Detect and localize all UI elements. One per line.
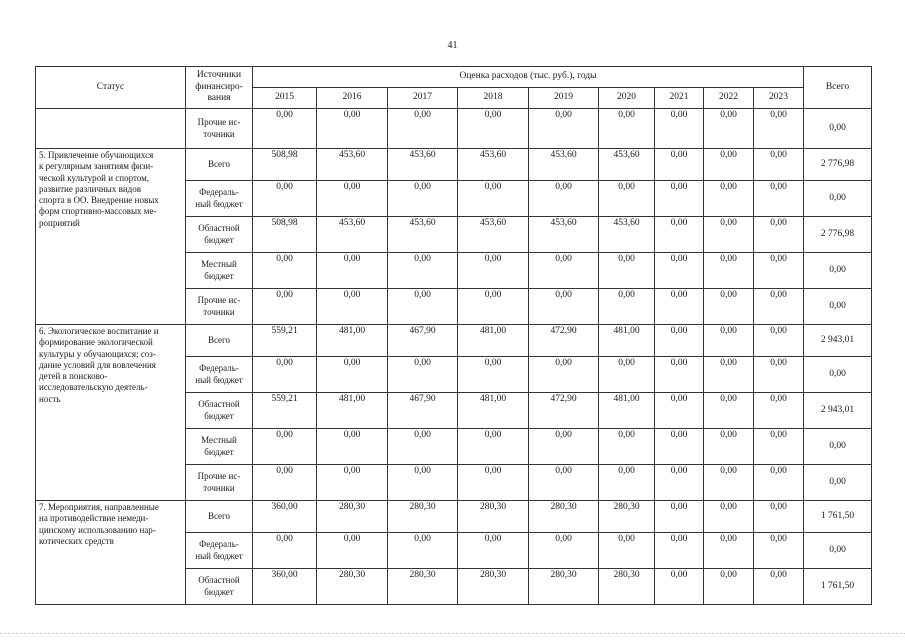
value-cell: 0,00 [599, 109, 655, 149]
total-cell: 0,00 [804, 357, 872, 393]
value-cell: 0,00 [655, 181, 704, 217]
status-line: исследовательскую деятель- [39, 382, 148, 393]
value-cell: 0,00 [655, 569, 704, 605]
value-cell: 467,90 [388, 393, 458, 429]
value-cell: 0,00 [754, 217, 804, 253]
value-cell: 0,00 [253, 357, 317, 393]
value-cell: 0,00 [704, 325, 754, 357]
value-cell: 453,60 [529, 217, 599, 253]
status-line: цинскому использованию нар- [39, 524, 156, 535]
value-cell: 0,00 [458, 357, 529, 393]
value-cell: 0,00 [388, 289, 458, 325]
value-cell: 472,90 [529, 393, 599, 429]
source-cell [186, 181, 253, 217]
value-cell: 0,00 [754, 393, 804, 429]
value-cell: 0,00 [655, 533, 704, 569]
source-line: Всего [207, 158, 231, 169]
value-cell: 280,30 [458, 501, 529, 533]
value-cell: 0,00 [655, 149, 704, 181]
status-line: ческой культурой и спортом, [39, 172, 150, 183]
value-cell: 0,00 [388, 533, 458, 569]
source-line: Прочие ис- [197, 471, 241, 482]
value-cell: 0,00 [754, 181, 804, 217]
value-cell: 0,00 [388, 357, 458, 393]
budget-table [35, 66, 872, 605]
value-cell: 0,00 [458, 289, 529, 325]
status-line: на противодействие немеди- [39, 513, 149, 524]
value-cell: 0,00 [529, 465, 599, 501]
header-sources-line: вания [207, 93, 231, 104]
source-cell [186, 217, 253, 253]
value-cell: 280,30 [388, 569, 458, 605]
value-cell: 0,00 [754, 501, 804, 533]
total-cell: 0,00 [804, 429, 872, 465]
value-cell: 0,00 [655, 109, 704, 149]
table-row [36, 109, 872, 149]
source-line: Местный [201, 259, 237, 270]
source-line: бюджет [204, 446, 234, 457]
header-year: 2016 [317, 88, 388, 109]
value-cell: 0,00 [754, 429, 804, 465]
value-cell: 280,30 [599, 501, 655, 533]
value-cell: 0,00 [599, 253, 655, 289]
total-cell: 1 761,50 [804, 569, 872, 605]
total-cell: 2 776,98 [804, 149, 872, 181]
header-year: 2023 [754, 88, 804, 109]
value-cell: 0,00 [317, 465, 388, 501]
value-cell: 453,60 [599, 149, 655, 181]
value-cell: 0,00 [754, 569, 804, 605]
value-cell: 0,00 [599, 465, 655, 501]
value-cell: 0,00 [754, 533, 804, 569]
source-cell [186, 149, 253, 181]
value-cell: 0,00 [529, 253, 599, 289]
source-line: Областной [198, 575, 240, 586]
value-cell: 0,00 [253, 533, 317, 569]
source-line: Областной [198, 399, 240, 410]
value-cell: 0,00 [599, 357, 655, 393]
value-cell: 0,00 [754, 149, 804, 181]
value-cell: 453,60 [529, 149, 599, 181]
header-year: 2020 [599, 88, 655, 109]
table-row [36, 325, 872, 357]
value-cell: 0,00 [388, 429, 458, 465]
value-cell: 0,00 [458, 109, 529, 149]
value-cell: 508,98 [253, 217, 317, 253]
total-cell: 2 943,01 [804, 325, 872, 357]
value-cell: 0,00 [704, 289, 754, 325]
value-cell: 0,00 [458, 181, 529, 217]
value-cell: 280,30 [317, 501, 388, 533]
header-year: 2021 [655, 88, 704, 109]
status-line: ность [39, 393, 61, 404]
header-status: Статус [36, 67, 186, 109]
header-year: 2019 [529, 88, 599, 109]
source-line: Прочие ис- [197, 117, 241, 128]
status-line: развитие различных видов [39, 183, 142, 194]
status-line: дание условий для вовлечения [39, 359, 156, 370]
status-line: 5. Привлечение обучающихся [39, 150, 154, 160]
status-cell [36, 501, 186, 605]
source-line: ный бюджет [195, 198, 243, 209]
value-cell: 360,00 [253, 569, 317, 605]
value-cell: 0,00 [704, 393, 754, 429]
source-line: Прочие ис- [197, 295, 241, 306]
source-line: Федераль- [199, 363, 239, 374]
status-line: 6. Экологическое воспитание и [39, 326, 159, 336]
value-cell: 280,30 [529, 569, 599, 605]
value-cell: 0,00 [655, 325, 704, 357]
value-cell: 0,00 [754, 109, 804, 149]
status-line: детей в поисково- [39, 371, 108, 381]
source-line: бюджет [204, 234, 234, 245]
header-year: 2018 [458, 88, 529, 109]
value-cell: 481,00 [599, 393, 655, 429]
source-line: Федераль- [199, 539, 239, 550]
value-cell: 481,00 [599, 325, 655, 357]
value-cell: 0,00 [655, 253, 704, 289]
status-cell [36, 109, 186, 149]
value-cell: 0,00 [704, 533, 754, 569]
value-cell: 0,00 [458, 429, 529, 465]
total-cell: 0,00 [804, 465, 872, 501]
value-cell: 280,30 [599, 569, 655, 605]
status-line: к регулярным занятиям физи- [39, 161, 154, 172]
value-cell: 453,60 [388, 217, 458, 253]
source-cell [186, 569, 253, 605]
value-cell: 0,00 [704, 569, 754, 605]
value-cell: 0,00 [529, 109, 599, 149]
source-line: точники [203, 306, 235, 317]
value-cell: 280,30 [388, 501, 458, 533]
header-sources [186, 67, 253, 109]
header-sources-line: финансиро- [195, 81, 243, 92]
status-line: форм спортивно-массовых ме- [39, 206, 157, 217]
header-total: Всего [804, 67, 872, 109]
value-cell: 0,00 [655, 393, 704, 429]
total-cell: 0,00 [804, 289, 872, 325]
value-cell: 0,00 [704, 501, 754, 533]
source-line: ный бюджет [195, 550, 243, 561]
value-cell: 0,00 [529, 429, 599, 465]
value-cell: 0,00 [599, 181, 655, 217]
total-cell: 0,00 [804, 109, 872, 149]
total-cell: 0,00 [804, 253, 872, 289]
value-cell: 453,60 [458, 149, 529, 181]
source-cell [186, 357, 253, 393]
value-cell: 0,00 [704, 357, 754, 393]
status-line: формирование экологической [39, 337, 153, 348]
value-cell: 0,00 [754, 289, 804, 325]
source-line: бюджет [204, 410, 234, 421]
value-cell: 481,00 [458, 325, 529, 357]
source-cell [186, 429, 253, 465]
value-cell: 0,00 [317, 253, 388, 289]
value-cell: 0,00 [655, 429, 704, 465]
source-line: бюджет [204, 270, 234, 281]
table-row [36, 501, 872, 533]
source-line: точники [203, 482, 235, 493]
source-line: Местный [201, 435, 237, 446]
value-cell: 472,90 [529, 325, 599, 357]
value-cell: 0,00 [388, 253, 458, 289]
source-line: ный бюджет [195, 374, 243, 385]
source-cell [186, 325, 253, 357]
value-cell: 0,00 [317, 533, 388, 569]
source-cell [186, 533, 253, 569]
value-cell: 467,90 [388, 325, 458, 357]
status-cell [36, 149, 186, 325]
status-cell [36, 325, 186, 501]
total-cell: 2 776,98 [804, 217, 872, 253]
value-cell: 0,00 [317, 357, 388, 393]
value-cell: 0,00 [458, 253, 529, 289]
value-cell: 481,00 [317, 393, 388, 429]
value-cell: 0,00 [317, 429, 388, 465]
source-line: Областной [198, 223, 240, 234]
value-cell: 0,00 [599, 289, 655, 325]
value-cell: 0,00 [704, 181, 754, 217]
status-line: спорта в ОО. Внедрение новых [39, 195, 159, 205]
value-cell: 481,00 [458, 393, 529, 429]
value-cell: 559,21 [253, 325, 317, 357]
value-cell: 0,00 [599, 533, 655, 569]
value-cell: 0,00 [704, 465, 754, 501]
value-cell: 0,00 [458, 465, 529, 501]
scan-artifact-line [0, 633, 905, 634]
value-cell: 0,00 [754, 253, 804, 289]
value-cell: 0,00 [253, 289, 317, 325]
header-sources-line: Источники [196, 69, 242, 80]
value-cell: 0,00 [704, 217, 754, 253]
value-cell: 481,00 [317, 325, 388, 357]
source-cell [186, 253, 253, 289]
status-line: культуры у обучающихся; соз- [39, 348, 156, 359]
value-cell: 0,00 [253, 253, 317, 289]
header-estimate: Оценка расходов (тыс. руб.), годы [253, 67, 804, 88]
value-cell: 0,00 [704, 149, 754, 181]
status-line: роприятий [39, 217, 80, 228]
total-cell: 1 761,50 [804, 501, 872, 533]
value-cell: 0,00 [655, 465, 704, 501]
source-line: точники [203, 128, 235, 139]
value-cell: 360,00 [253, 501, 317, 533]
value-cell: 0,00 [599, 429, 655, 465]
value-cell: 0,00 [704, 253, 754, 289]
source-cell [186, 109, 253, 149]
value-cell: 280,30 [458, 569, 529, 605]
value-cell: 0,00 [529, 181, 599, 217]
value-cell: 0,00 [754, 325, 804, 357]
value-cell: 0,00 [253, 181, 317, 217]
value-cell: 0,00 [655, 501, 704, 533]
header-year: 2015 [253, 88, 317, 109]
value-cell: 0,00 [704, 109, 754, 149]
total-cell: 0,00 [804, 533, 872, 569]
value-cell: 0,00 [388, 109, 458, 149]
value-cell: 0,00 [529, 289, 599, 325]
value-cell: 0,00 [317, 289, 388, 325]
total-cell: 2 943,01 [804, 393, 872, 429]
value-cell: 0,00 [754, 357, 804, 393]
source-line: Всего [207, 334, 231, 345]
value-cell: 0,00 [317, 109, 388, 149]
source-cell [186, 393, 253, 429]
value-cell: 0,00 [253, 465, 317, 501]
value-cell: 280,30 [529, 501, 599, 533]
header-year: 2022 [704, 88, 754, 109]
value-cell: 0,00 [317, 181, 388, 217]
header-year: 2017 [388, 88, 458, 109]
value-cell: 0,00 [253, 109, 317, 149]
value-cell: 0,00 [529, 357, 599, 393]
value-cell: 508,98 [253, 149, 317, 181]
value-cell: 453,60 [458, 217, 529, 253]
value-cell: 0,00 [529, 533, 599, 569]
total-cell: 0,00 [804, 181, 872, 217]
value-cell: 0,00 [655, 289, 704, 325]
source-line: Федераль- [199, 187, 239, 198]
status-line: котических средств [39, 535, 114, 546]
value-cell: 0,00 [388, 181, 458, 217]
value-cell: 0,00 [655, 217, 704, 253]
value-cell: 0,00 [754, 465, 804, 501]
source-cell [186, 501, 253, 533]
page-number: 41 [447, 40, 458, 51]
source-line: бюджет [204, 586, 234, 597]
value-cell: 453,60 [317, 217, 388, 253]
source-cell [186, 289, 253, 325]
value-cell: 0,00 [704, 429, 754, 465]
table-row [36, 149, 872, 181]
value-cell: 280,30 [317, 569, 388, 605]
value-cell: 0,00 [655, 357, 704, 393]
value-cell: 559,21 [253, 393, 317, 429]
value-cell: 453,60 [599, 217, 655, 253]
value-cell: 0,00 [253, 429, 317, 465]
value-cell: 453,60 [317, 149, 388, 181]
source-line: Всего [207, 510, 231, 521]
status-line: 7. Мероприятия, направленные [39, 502, 159, 512]
value-cell: 453,60 [388, 149, 458, 181]
source-cell [186, 465, 253, 501]
value-cell: 0,00 [458, 533, 529, 569]
value-cell: 0,00 [388, 465, 458, 501]
